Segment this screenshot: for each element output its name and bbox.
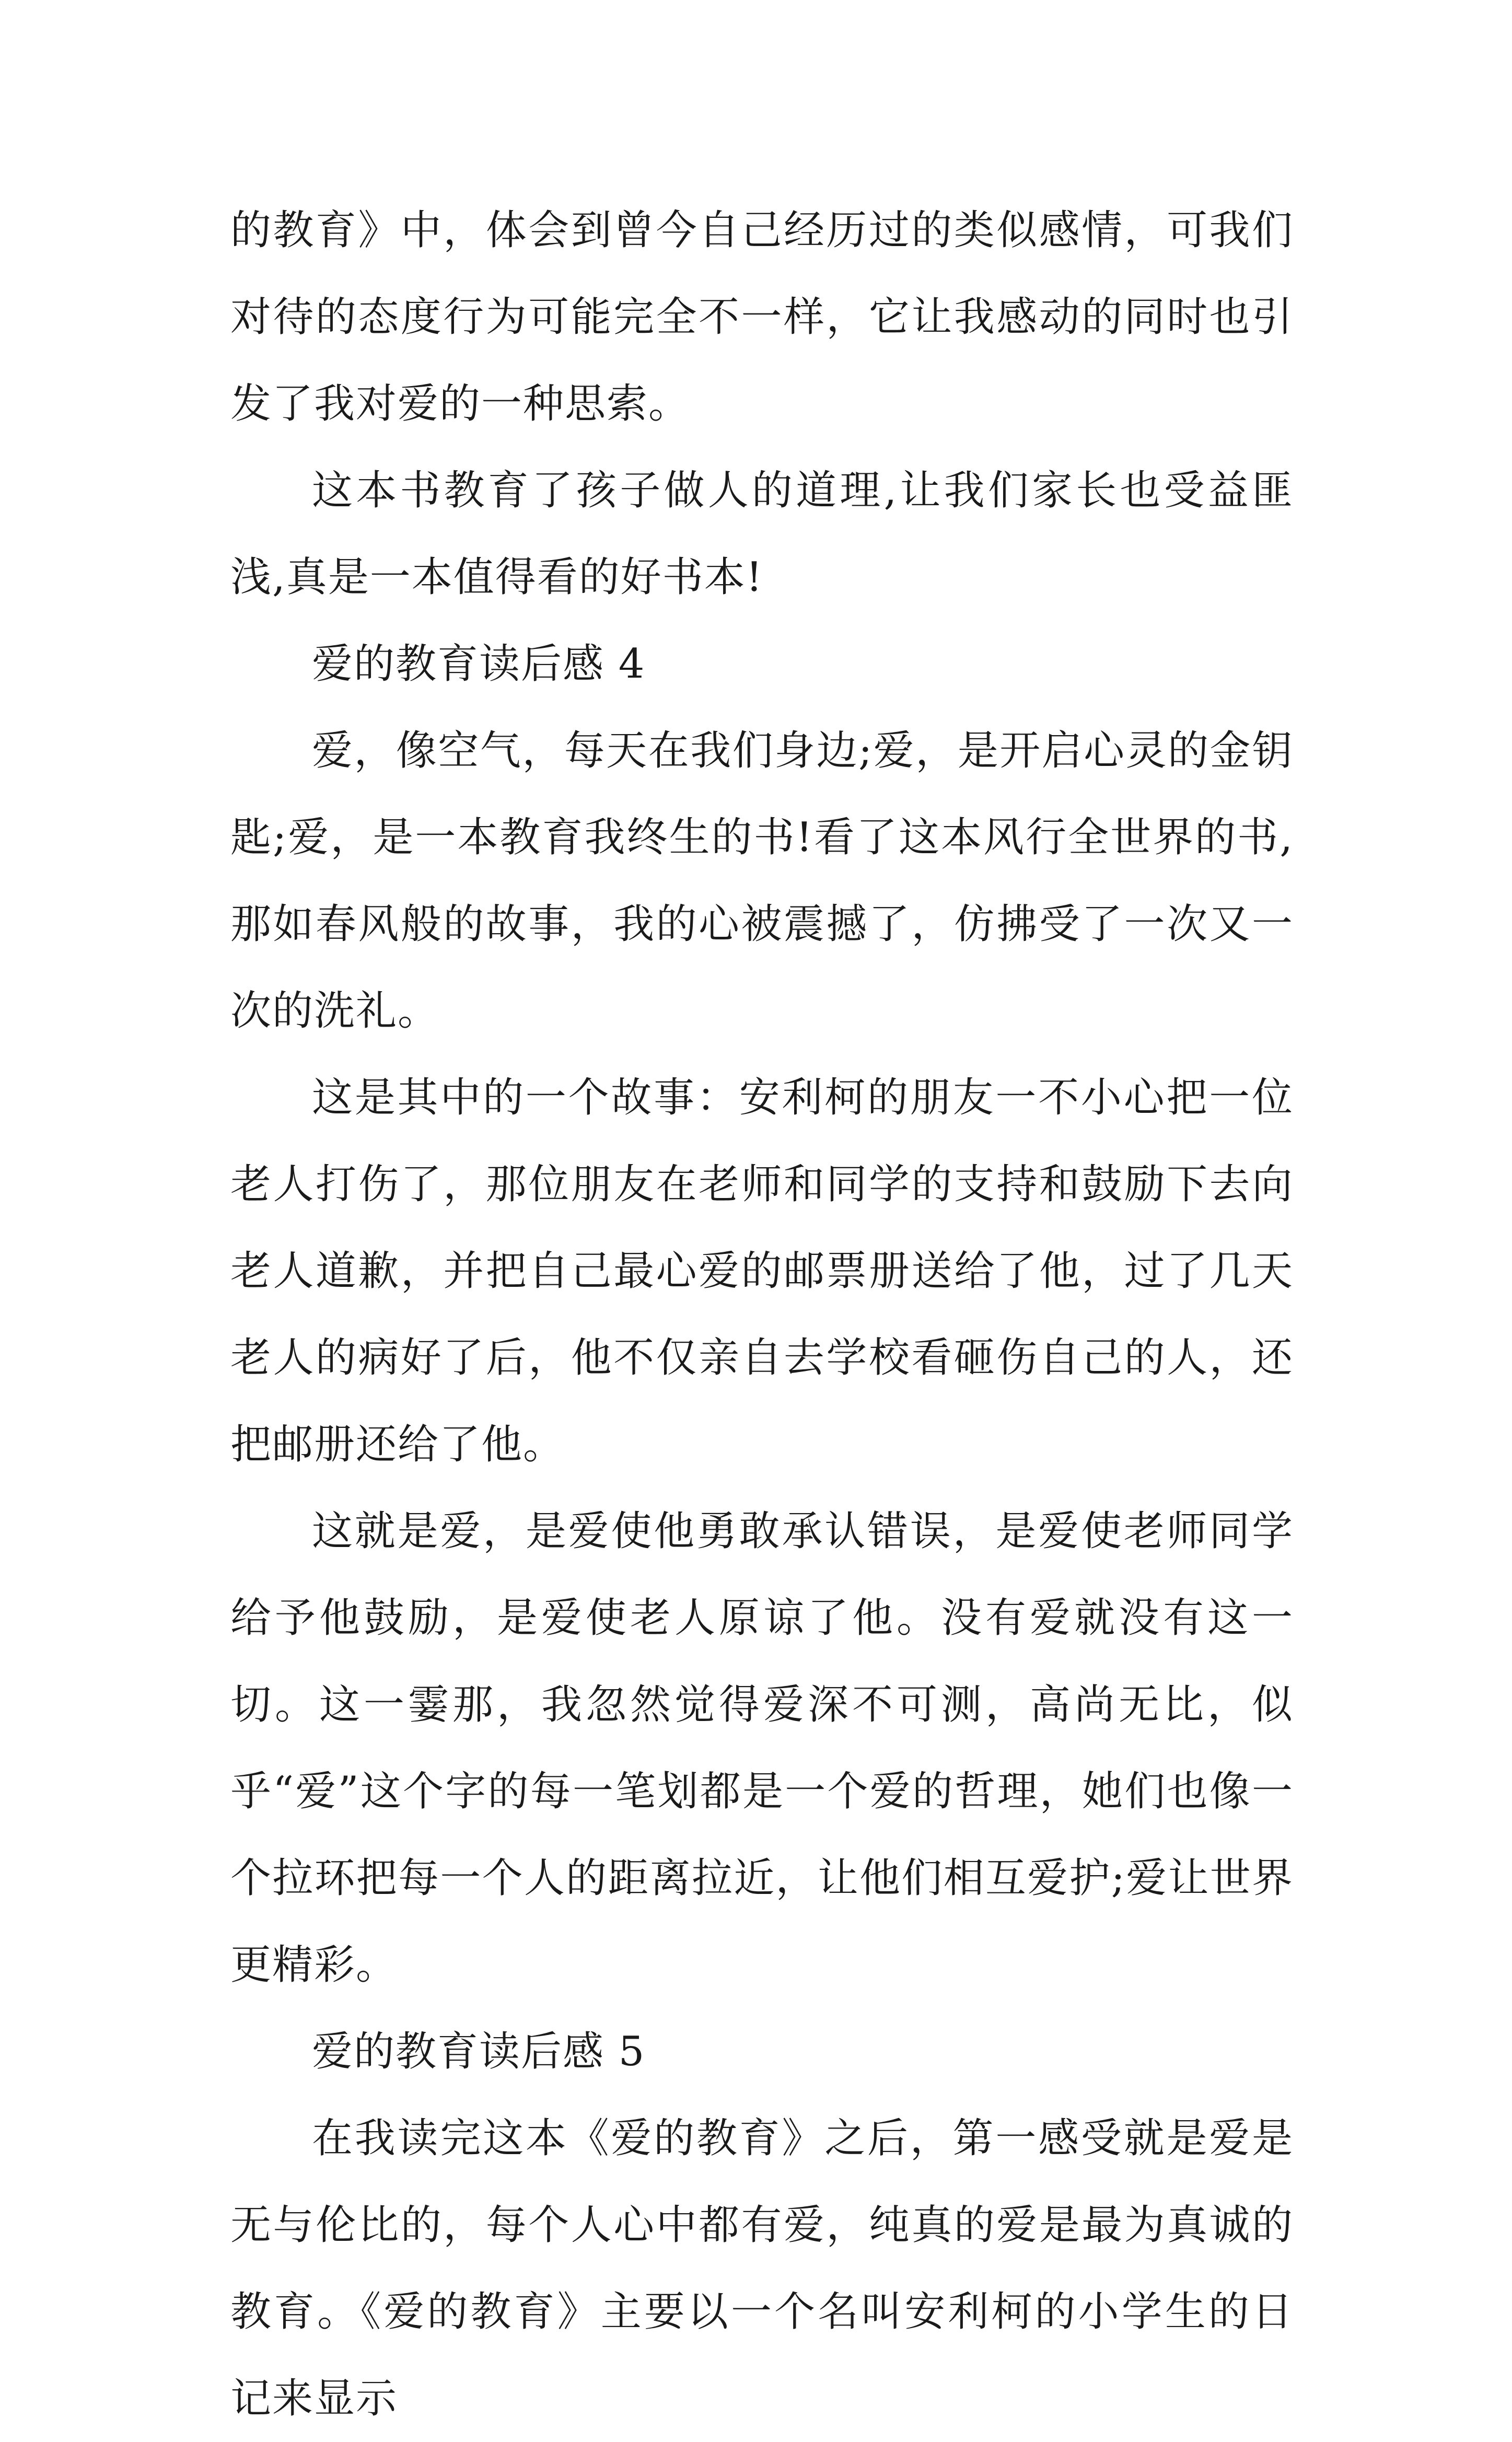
paragraph-6: 在我读完这本《爱的教育》之后，第一感受就是爱是无与伦比的，每个人心中都有爱，纯真的爱是最为真诚的教育。《爱的教育》主要以一个名叫安利柯的小学生的日记来显示	[230, 2115, 1294, 2422]
paragraph-3: 爱，像空气，每天在我们身边;爱，是开启心灵的金钥匙;爱，是一本教育我终生的书!看了这本风行全世界的书,那如春风般的故事，我的心被震撼了，仿拂受了一次又一次的洗礼。	[230, 727, 1294, 1034]
section-heading-4: 爱的教育读后感 4	[312, 641, 646, 688]
paragraph-5: 这就是爱，是爱使他勇敢承认错误，是爱使老师同学给予他鼓励，是爱使老人原谅了他。没有爱就没有这一切。这一霎那，我忽然觉得爱深不可测，高尚无比，似乎“爱”这个字的每一笔划都是一个爱的哲理，她们也像一个拉环把每一个人的距离拉近，让他们相互爱护;爱让世界更精彩。	[230, 1508, 1294, 1989]
paragraph-1: 的教育》中，体会到曾今自己经历过的类似感情，可我们对待的态度行为可能完全不一样，它让我感动的同时也引发了我对爱的一种思索。	[230, 207, 1294, 427]
paragraph-2: 这本书教育了孩子做人的道理,让我们家长也受益匪浅,真是一本值得看的好书本!	[230, 467, 1294, 601]
section-heading-5: 爱的教育读后感 5	[312, 2028, 646, 2075]
paragraph-4: 这是其中的一个故事：安利柯的朋友一不小心把一位老人打伤了，那位朋友在老师和同学的支持和鼓励下去向老人道歉，并把自己最心爱的邮票册送给了他，过了几天老人的病好了后，他不仅亲自去学校看砸伤自己的人，还把邮册还给了他。	[230, 1074, 1294, 1468]
document-body	[230, 187, 1294, 2442]
